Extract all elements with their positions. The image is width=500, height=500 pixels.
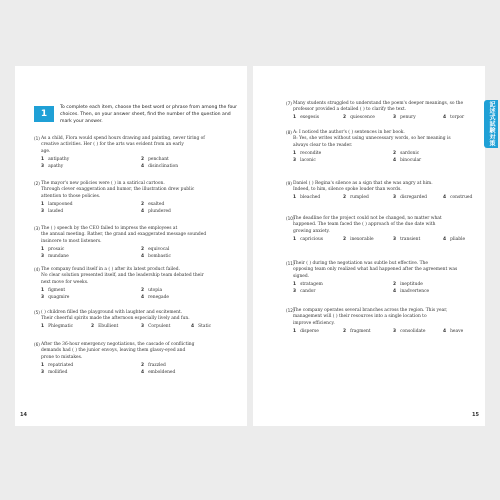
option-number: 3	[393, 195, 397, 201]
answer-option-2[interactable]	[343, 115, 375, 121]
option-number: 1	[293, 195, 297, 201]
option-number: 2	[343, 115, 347, 121]
option-number: 3	[41, 369, 45, 375]
option-number: 2	[393, 281, 397, 287]
option-text: renegade	[148, 294, 170, 300]
answer-option-4[interactable]	[443, 329, 463, 335]
answer-option-4[interactable]	[141, 209, 171, 215]
option-text: transient	[400, 236, 421, 242]
question-text-line: growing anxiety.	[293, 228, 330, 234]
option-number: 2	[141, 156, 145, 162]
option-text: equivocal	[148, 246, 170, 252]
option-number: 4	[393, 288, 397, 294]
option-text: sardonic	[400, 150, 420, 156]
question-text-line: prone to mistakes.	[41, 354, 83, 360]
option-text: penury	[400, 115, 416, 121]
option-number: 3	[293, 288, 297, 294]
question-number: (2)	[34, 181, 40, 186]
question-text-line: age.	[41, 148, 51, 154]
option-number: 3	[41, 163, 45, 169]
answer-option-4[interactable]	[393, 289, 429, 295]
question-text-line: the annual meeting. Rather, the grand and exaggerated message sounded	[41, 232, 207, 238]
option-number: 4	[141, 253, 145, 259]
answer-option-1[interactable]	[293, 151, 321, 157]
side-tab-label: 記述式試験対策	[488, 101, 495, 147]
option-number: 1	[41, 201, 45, 207]
answer-option-4[interactable]	[141, 295, 169, 301]
option-text: ineptitude	[400, 281, 423, 287]
question-text-line: Their cheerful spirits made the afternoon especially lively and fun.	[41, 316, 190, 322]
option-text: prosaic	[48, 246, 65, 252]
option-text: exegesis	[300, 115, 320, 121]
answer-option-2[interactable]	[91, 324, 118, 330]
option-number: 2	[343, 195, 347, 201]
answer-option-3[interactable]	[393, 115, 416, 121]
answer-option-3[interactable]	[393, 329, 426, 335]
option-number: 4	[141, 208, 145, 214]
option-number: 1	[293, 150, 297, 156]
option-text: capricious	[300, 236, 324, 242]
answer-option-3[interactable]	[393, 237, 420, 243]
answer-option-1[interactable]	[293, 115, 319, 121]
answer-option-2[interactable]	[343, 329, 371, 335]
option-text: frazzled	[148, 362, 166, 368]
option-text: inexorable	[350, 236, 374, 242]
option-text: laconic	[300, 157, 316, 163]
answer-option-3[interactable]	[41, 164, 63, 170]
answer-option-4[interactable]	[191, 324, 211, 330]
option-text: rumpled	[350, 195, 369, 201]
answer-option-1[interactable]	[41, 247, 64, 253]
option-text: lampooned	[48, 201, 73, 207]
answer-option-3[interactable]	[293, 289, 316, 295]
question-text-line: Indeed, to him, silence spoke louder than words.	[293, 187, 402, 193]
question-text-line: opposing team only realized what had happened after the agreement was	[293, 267, 458, 273]
option-number: 1	[293, 115, 297, 121]
option-number: 4	[141, 294, 145, 300]
page-number-right: 15	[472, 412, 479, 418]
option-text: construed	[450, 195, 473, 201]
option-number: 2	[141, 246, 145, 252]
option-text: disperse	[300, 328, 319, 334]
answer-option-2[interactable]	[393, 151, 419, 157]
option-number: 4	[141, 163, 145, 169]
answer-option-1[interactable]	[41, 363, 73, 369]
question-text-line: As a child, Flora would spend hours drawing and painting, never tiring of	[41, 136, 205, 141]
option-text: figment	[48, 287, 66, 293]
answer-option-2[interactable]	[141, 363, 166, 369]
option-text: disinclination	[148, 163, 179, 169]
option-number: 1	[41, 246, 45, 252]
question-text-line: insincere to most listeners.	[41, 238, 102, 244]
question-text-line: demands had ( ) the junior envoys, leaving them glassy-eyed and	[41, 348, 186, 354]
answer-option-3[interactable]	[41, 209, 63, 215]
option-text: penchant	[148, 156, 169, 162]
option-number: 3	[393, 236, 397, 242]
question-text-line: No clear solution presented itself, and the leadership team debated their	[41, 273, 204, 279]
question-text-line: Through clever exaggeration and humor, the illustration drew public	[41, 187, 195, 193]
option-text: torpor	[450, 115, 465, 121]
option-number: 2	[141, 362, 145, 368]
question-text-line: ( ) children filled the playground with laughter and excitement.	[41, 310, 183, 315]
option-number: 1	[293, 281, 297, 287]
answer-option-3[interactable]	[41, 370, 67, 376]
option-text: candor	[300, 288, 316, 294]
option-number: 2	[91, 324, 95, 330]
option-text: emboldened	[148, 369, 176, 375]
option-text: recondite	[300, 150, 322, 156]
option-number: 4	[141, 369, 145, 375]
option-text: stratagem	[300, 281, 323, 287]
option-text: antipathy	[48, 156, 70, 162]
option-number: 4	[443, 115, 447, 121]
answer-option-2[interactable]	[343, 195, 369, 201]
answer-option-2[interactable]	[141, 247, 169, 253]
page-number-left: 14	[20, 412, 27, 418]
question-text-line: The deadline for the project could not be changed, no matter what	[293, 216, 442, 221]
answer-option-3[interactable]	[141, 324, 170, 330]
option-number: 4	[443, 328, 447, 334]
answer-option-2[interactable]	[141, 288, 162, 294]
question-number: (7)	[286, 101, 292, 106]
option-number: 4	[191, 324, 195, 330]
option-text: mollified	[48, 369, 68, 375]
question-text-line: always clear to the reader.	[293, 142, 353, 148]
option-text: heave	[450, 328, 464, 334]
question-text-line: signed.	[293, 273, 310, 279]
question-number: (10)	[286, 216, 295, 221]
answer-option-3[interactable]	[41, 295, 69, 301]
option-text: lauded	[48, 208, 64, 214]
answer-option-2[interactable]	[141, 157, 169, 163]
option-text: quiescence	[350, 115, 375, 121]
answer-option-1[interactable]	[41, 157, 69, 163]
option-number: 1	[293, 328, 297, 334]
question-text-line: The ( ) speech by the CEO failed to impress the employees at	[41, 226, 178, 231]
option-number: 3	[393, 115, 397, 121]
option-text: Static	[198, 324, 212, 330]
option-text: bombastic	[148, 253, 171, 259]
question-text-line: happened. The team faced the ( ) approach of the due date with	[293, 222, 436, 228]
answer-option-4[interactable]	[141, 370, 175, 376]
option-number: 3	[393, 328, 397, 334]
option-text: apathy	[48, 163, 64, 169]
answer-option-2[interactable]	[141, 202, 164, 208]
option-number: 4	[443, 236, 447, 242]
question-text-line: The company found itself in a ( ) after its latest product failed.	[41, 267, 180, 272]
answer-option-4[interactable]	[443, 237, 465, 243]
answer-option-3[interactable]	[41, 254, 69, 260]
option-text: disregarded	[400, 195, 427, 201]
question-number: (11)	[286, 261, 295, 266]
answer-option-2[interactable]	[343, 237, 374, 243]
option-text: pliable	[450, 236, 466, 242]
option-number: 3	[141, 324, 145, 330]
question-text-line: next move for weeks.	[41, 279, 89, 285]
answer-option-3[interactable]	[293, 158, 316, 164]
option-text: inadvertence	[400, 288, 430, 294]
section-number-badge: 1	[34, 106, 54, 122]
option-number: 1	[41, 287, 45, 293]
option-text: binocular	[400, 157, 422, 163]
option-number: 1	[293, 236, 297, 242]
option-number: 2	[343, 236, 347, 242]
option-number: 2	[393, 150, 397, 156]
option-text: utopia	[148, 287, 163, 293]
option-number: 4	[393, 157, 397, 163]
option-number: 4	[443, 195, 447, 201]
option-text: quagmire	[48, 294, 70, 300]
option-number: 1	[41, 324, 45, 330]
question-text-line: attention to those policies.	[41, 193, 101, 199]
answer-option-2[interactable]	[393, 282, 423, 288]
question-text-line: The mayor's new policies were ( ) in a satirical cartoon.	[41, 181, 165, 186]
answer-option-1[interactable]	[293, 282, 323, 288]
question-number: (3)	[34, 226, 40, 231]
question-text-line: professor provided a detailed ( ) to clarify the text.	[293, 107, 406, 113]
question-text-line: Their ( ) during the negotiation was subtle but effective. The	[293, 261, 428, 266]
question-text-line: A: I noticed the author's ( ) sentences in her book.	[293, 130, 405, 135]
option-number: 2	[141, 287, 145, 293]
answer-option-4[interactable]	[443, 115, 464, 121]
question-text-line: Many students struggled to understand the poem's deeper meanings, so the	[293, 101, 464, 106]
option-text: fragment	[350, 328, 371, 334]
instructions-text: To complete each item, choose the best word or phrase from among the four choices. Then, on your answer sheet, find the number of the question and mark your answer.	[60, 105, 238, 125]
question-number: (12)	[286, 308, 295, 313]
question-text-line: improve efficiency.	[293, 320, 335, 326]
option-text: plundered	[148, 208, 171, 214]
question-text-line: management will ( ) their resources into a single location to	[293, 314, 427, 320]
answer-option-1[interactable]	[293, 237, 323, 243]
answer-option-4[interactable]	[393, 158, 421, 164]
answer-option-1[interactable]	[293, 329, 319, 335]
option-number: 1	[41, 362, 45, 368]
question-text-line: The company operates several branches across the region. This year,	[293, 308, 448, 313]
answer-option-1[interactable]	[41, 324, 73, 330]
question-number: (6)	[34, 342, 40, 347]
option-number: 3	[293, 157, 297, 163]
option-text: consolidate	[400, 328, 426, 334]
option-text: exalted	[148, 201, 165, 207]
answer-option-1[interactable]	[41, 202, 73, 208]
question-text-line: After the 36-hour emergency negotiations, the cascade of conflicting	[41, 342, 195, 347]
option-text: Phlegmatic	[48, 324, 74, 330]
option-text: repatriated	[48, 362, 74, 368]
question-text-line: B: Yes, she writes without using unnecessary words, so her meaning is	[293, 136, 451, 142]
answer-option-4[interactable]	[141, 254, 171, 260]
question-text-line: Daniel ( ) Regina's silence as a sign that she was angry at him.	[293, 181, 433, 186]
option-text: mundane	[48, 253, 69, 259]
answer-option-1[interactable]	[293, 195, 320, 201]
question-number: (9)	[286, 181, 292, 186]
option-number: 2	[343, 328, 347, 334]
option-text: bleached	[300, 195, 321, 201]
question-number: (8)	[286, 130, 292, 135]
option-number: 2	[141, 201, 145, 207]
option-text: Corpulent	[148, 324, 171, 330]
option-text: Ebullient	[98, 324, 119, 330]
question-number: (4)	[34, 267, 40, 272]
option-number: 3	[41, 294, 45, 300]
answer-option-4[interactable]	[443, 195, 472, 201]
question-number: (5)	[34, 310, 40, 315]
question-text-line: creative activities. Her ( ) for the arts was evident from an early	[41, 142, 184, 148]
option-number: 3	[41, 208, 45, 214]
option-number: 3	[41, 253, 45, 259]
answer-option-1[interactable]	[41, 288, 65, 294]
answer-option-3[interactable]	[393, 195, 427, 201]
option-number: 1	[41, 156, 45, 162]
answer-option-4[interactable]	[141, 164, 178, 170]
question-number: (1)	[34, 136, 40, 141]
